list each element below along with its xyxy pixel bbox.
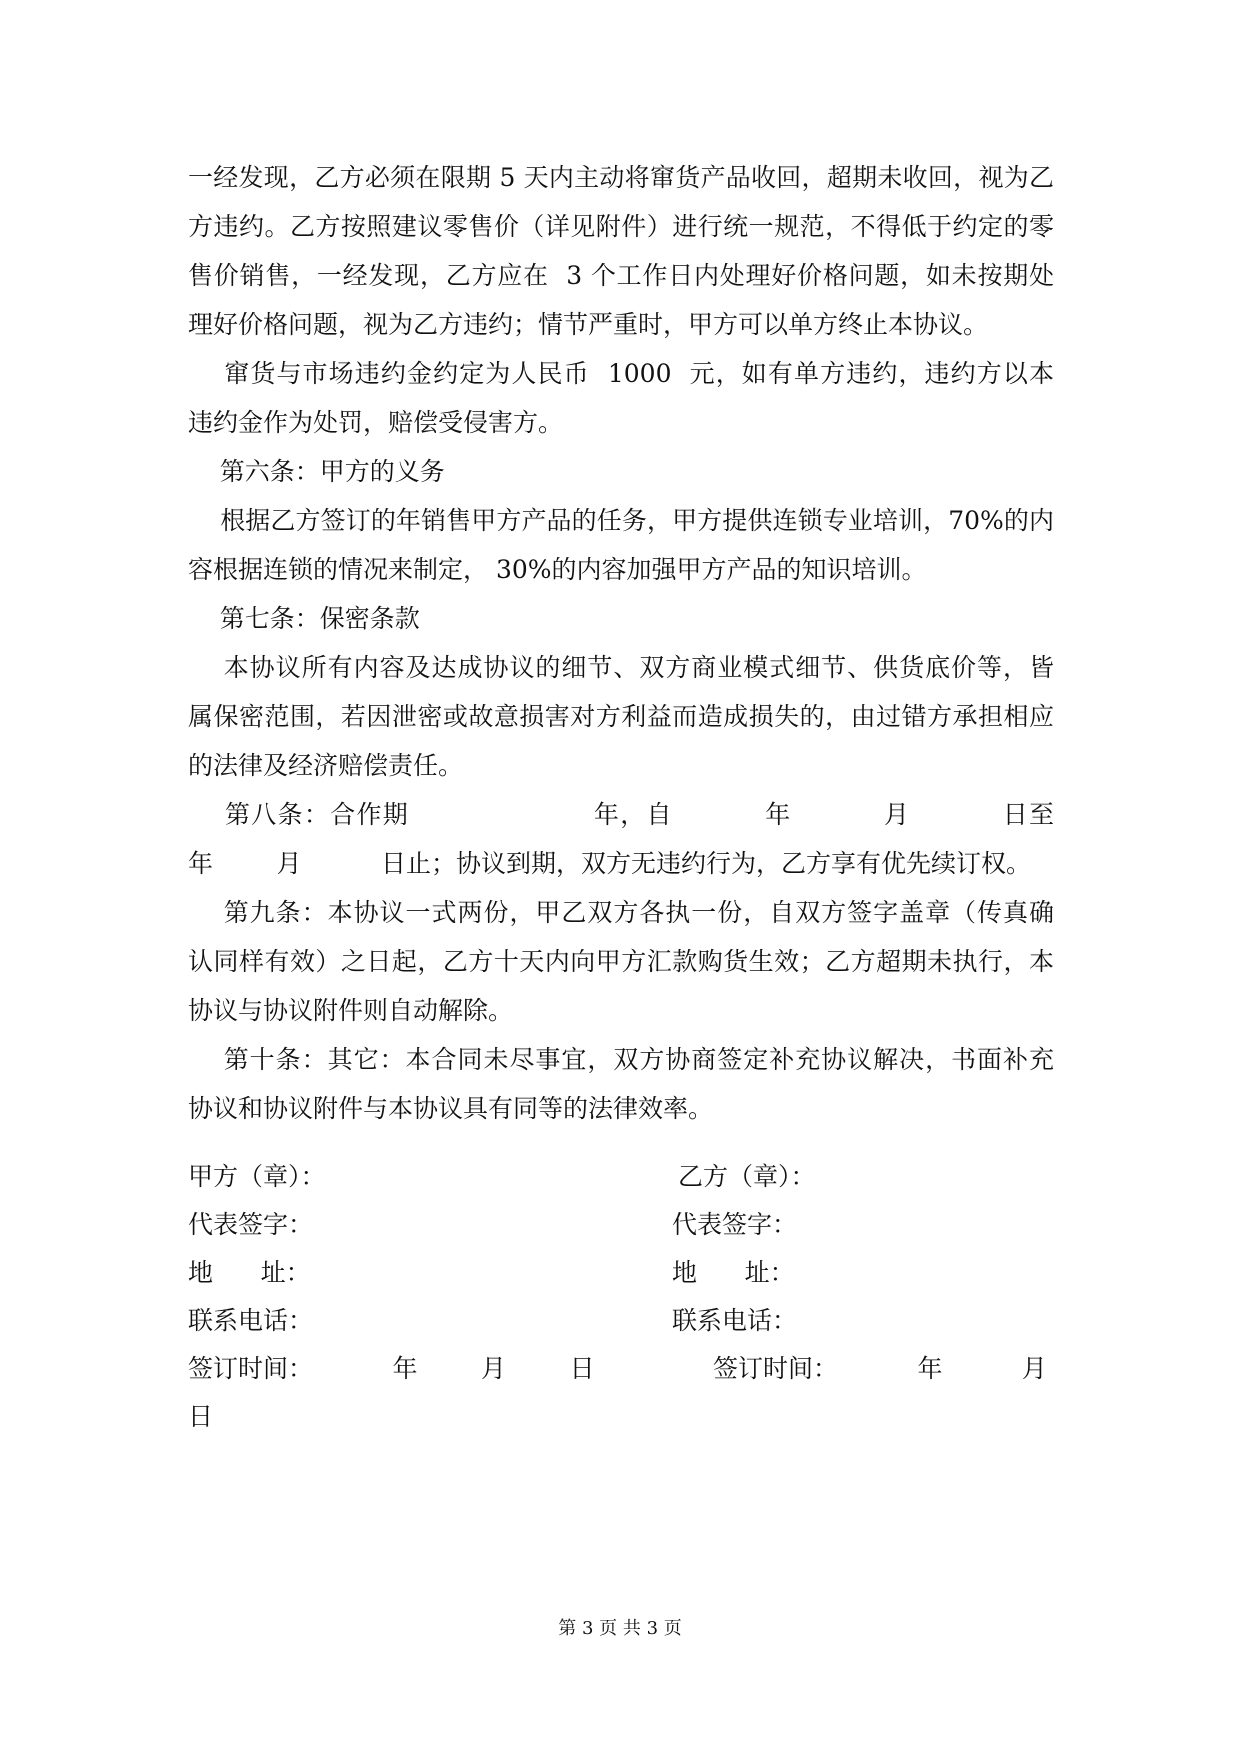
signature-block — [188, 1153, 1054, 1441]
date-b-day-label: 日 — [188, 1402, 214, 1431]
contract-body — [188, 153, 1054, 1133]
address-a-label: 地 址： — [188, 1258, 311, 1287]
signature-row-party — [188, 1153, 1054, 1201]
article-8-line: 第八条：合作期 年，自 年 月 日至 — [188, 800, 1054, 829]
body-line: 本协议所有内容及达成协议的细节、双方商业模式细节、供货底价等，皆 — [188, 653, 1054, 682]
body-line: 方违约。乙方按照建议零售价（详见附件）进行统一规范，不得低于约定的零 — [188, 212, 1054, 241]
date-b-label: 签订时间： 年 月 — [713, 1354, 1047, 1383]
body-line: 协议与协议附件则自动解除。 — [188, 996, 514, 1025]
signature-row-phone — [188, 1297, 1054, 1345]
signature-row-date-cont — [188, 1393, 1054, 1441]
article-6-heading: 第六条：甲方的义务 — [188, 457, 445, 486]
article-7-heading: 第七条：保密条款 — [188, 604, 420, 633]
address-b-label: 地 址： — [672, 1258, 795, 1287]
article-9-line: 第九条：本协议一式两份，甲乙双方各执一份，自双方签字盖章（传真确 — [188, 898, 1054, 927]
body-line: 窜货与市场违约金约定为人民币 1000 元，如有单方违约，违约方以本 — [188, 359, 1054, 388]
phone-b-label: 联系电话： — [672, 1306, 798, 1335]
phone-a-label: 联系电话： — [188, 1306, 314, 1335]
party-b-label: 乙方（章）： — [678, 1162, 816, 1191]
body-line: 违约金作为处罚，赔偿受侵害方。 — [188, 408, 564, 437]
signature-row-date — [188, 1345, 1054, 1393]
party-a-label: 甲方（章）： — [188, 1162, 326, 1191]
rep-b-label: 代表签字： — [672, 1210, 798, 1239]
body-line: 根据乙方签订的年销售甲方产品的任务，甲方提供连锁专业培训，70%的内 — [188, 506, 1054, 535]
body-line: 一经发现，乙方必须在限期 5 天内主动将窜货产品收回，超期未收回，视为乙 — [188, 163, 1054, 192]
body-line: 属保密范围，若因泄密或故意损害对方利益而造成损失的，由过错方承担相应 — [188, 702, 1054, 731]
signature-row-representative — [188, 1201, 1054, 1249]
body-line: 理好价格问题，视为乙方违约；情节严重时，甲方可以单方终止本协议。 — [188, 310, 989, 339]
body-line: 售价销售，一经发现，乙方应在 3 个工作日内处理好价格问题，如未按期处 — [188, 261, 1054, 290]
body-line: 容根据连锁的情况来制定， 30%的内容加强甲方产品的知识培训。 — [188, 555, 927, 584]
signature-row-address — [188, 1249, 1054, 1297]
page-footer: 第 3 页 共 3 页 — [558, 1618, 682, 1639]
rep-a-label: 代表签字： — [188, 1210, 314, 1239]
body-line: 协议和协议附件与本协议具有同等的法律效率。 — [188, 1094, 714, 1123]
body-line: 年 月 日止；协议到期，双方无违约行为，乙方享有优先续订权。 — [188, 849, 1032, 878]
body-line: 的法律及经济赔偿责任。 — [188, 751, 464, 780]
date-a-label: 签订时间： 年 月 日 — [188, 1354, 595, 1383]
body-line: 认同样有效）之日起，乙方十天内向甲方汇款购货生效；乙方超期未执行，本 — [188, 947, 1054, 976]
article-10-line: 第十条：其它：本合同未尽事宜，双方协商签定补充协议解决，书面补充 — [188, 1045, 1054, 1074]
